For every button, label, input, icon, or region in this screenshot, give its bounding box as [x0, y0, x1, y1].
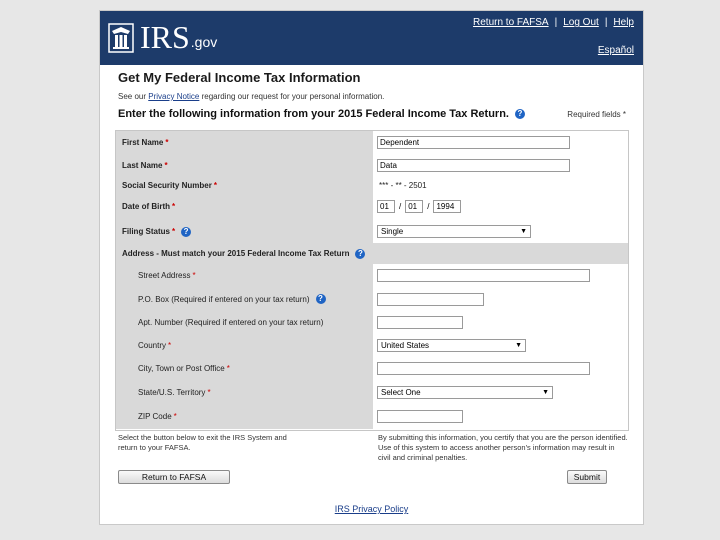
apt-input[interactable]: [377, 316, 463, 329]
date-separator: /: [399, 202, 402, 211]
country-label: Country *: [116, 334, 374, 357]
ssn-value: *** - ** - 2501: [379, 180, 427, 190]
row-last-name: [116, 154, 628, 178]
state-value: Select One: [381, 387, 421, 397]
row-state: [116, 380, 628, 405]
return-to-fafsa-link[interactable]: Return to FAFSA: [473, 17, 549, 28]
filing-status-value: Single: [381, 227, 404, 236]
espanol-link[interactable]: Español: [597, 45, 634, 56]
link-separator: |: [604, 17, 608, 28]
street-label: Street Address *: [116, 264, 374, 287]
logo-gov-text: .gov: [190, 34, 218, 50]
link-separator: |: [554, 17, 558, 28]
state-select[interactable]: [377, 386, 553, 399]
question-circle-icon[interactable]: ?: [181, 227, 191, 237]
zip-label: ZIP Code *: [116, 404, 374, 429]
question-circle-icon[interactable]: ?: [355, 249, 365, 259]
dob-label: Date of Birth *: [116, 193, 374, 220]
irs-privacy-policy: [100, 504, 643, 514]
privacy-notice-link[interactable]: Privacy Notice: [148, 92, 200, 101]
site-header: [100, 11, 643, 65]
country-value: United States: [381, 341, 430, 350]
main-panel: [99, 10, 644, 525]
city-input[interactable]: [377, 362, 590, 375]
state-label: State/U.S. Territory *: [116, 380, 374, 404]
chevron-down-icon: ▼: [520, 228, 527, 235]
question-circle-icon[interactable]: ?: [515, 109, 525, 119]
zip-input[interactable]: [377, 410, 463, 423]
chevron-down-icon: ▼: [542, 388, 549, 396]
tax-info-form: [115, 130, 629, 431]
dob-month-input[interactable]: [377, 200, 395, 213]
po-box-input[interactable]: [377, 293, 484, 306]
question-circle-icon[interactable]: ?: [316, 294, 326, 304]
chevron-down-icon: ▼: [515, 342, 522, 349]
row-apt: [116, 311, 628, 335]
help-link[interactable]: Help: [613, 17, 634, 28]
required-fields-note: Required fields *: [567, 110, 626, 119]
row-city: [116, 357, 628, 381]
last-name-input[interactable]: [377, 159, 570, 172]
return-to-fafsa-button[interactable]: Return to FAFSA: [118, 470, 230, 484]
row-po-box: [116, 287, 628, 312]
filing-status-select[interactable]: [377, 225, 531, 238]
log-out-link[interactable]: Log Out: [563, 17, 599, 28]
privacy-line: [118, 92, 384, 101]
dob-day-input[interactable]: [405, 200, 423, 213]
first-name-label: First Name *: [116, 131, 374, 154]
section-heading-text: Enter the following information from your 2015 Federal Income Tax Return.: [118, 108, 509, 120]
row-filing-status: [116, 220, 628, 244]
top-links: [473, 17, 634, 28]
first-name-input[interactable]: [377, 136, 570, 149]
page-title: Get My Federal Income Tax Information: [118, 70, 361, 85]
address-heading: Address - Must match your 2015 Federal Income Tax Return ?: [116, 243, 628, 264]
last-name-label: Last Name *: [116, 154, 374, 177]
date-separator: /: [427, 202, 430, 211]
row-zip: [116, 404, 628, 430]
row-street: [116, 264, 628, 288]
irs-logo[interactable]: [108, 19, 217, 53]
row-first-name: [116, 131, 628, 155]
row-ssn: [116, 177, 628, 194]
ssn-label: Social Security Number *: [116, 177, 374, 193]
privacy-suffix: regarding our request for your personal information.: [199, 92, 385, 101]
apt-label: Apt. Number (Required if entered on your tax return): [116, 311, 374, 334]
row-country: [116, 334, 628, 358]
privacy-prefix: See our: [118, 92, 149, 101]
filing-status-label: Filing Status * ?: [116, 220, 374, 243]
section-heading: [118, 108, 525, 120]
irs-privacy-policy-link[interactable]: IRS Privacy Policy: [334, 504, 409, 514]
row-dob: [116, 193, 628, 221]
row-address-heading: [116, 243, 628, 265]
country-select[interactable]: [377, 339, 526, 352]
submit-button[interactable]: Submit: [567, 470, 607, 484]
exit-instructions: Select the button below to exit the IRS System and return to your FAFSA.: [118, 433, 287, 452]
irs-eagle-icon: [108, 23, 134, 53]
city-label: City, Town or Post Office *: [116, 357, 374, 380]
certification-text: By submitting this information, you certify that you are the person identified. Use of this system to access another person's information may result in civil and criminal penalties.: [378, 433, 628, 462]
po-box-label: P.O. Box (Required if entered on your tax return) ?: [116, 287, 374, 311]
logo-irs-text: IRS: [140, 19, 190, 55]
dob-year-input[interactable]: [433, 200, 461, 213]
street-input[interactable]: [377, 269, 590, 282]
